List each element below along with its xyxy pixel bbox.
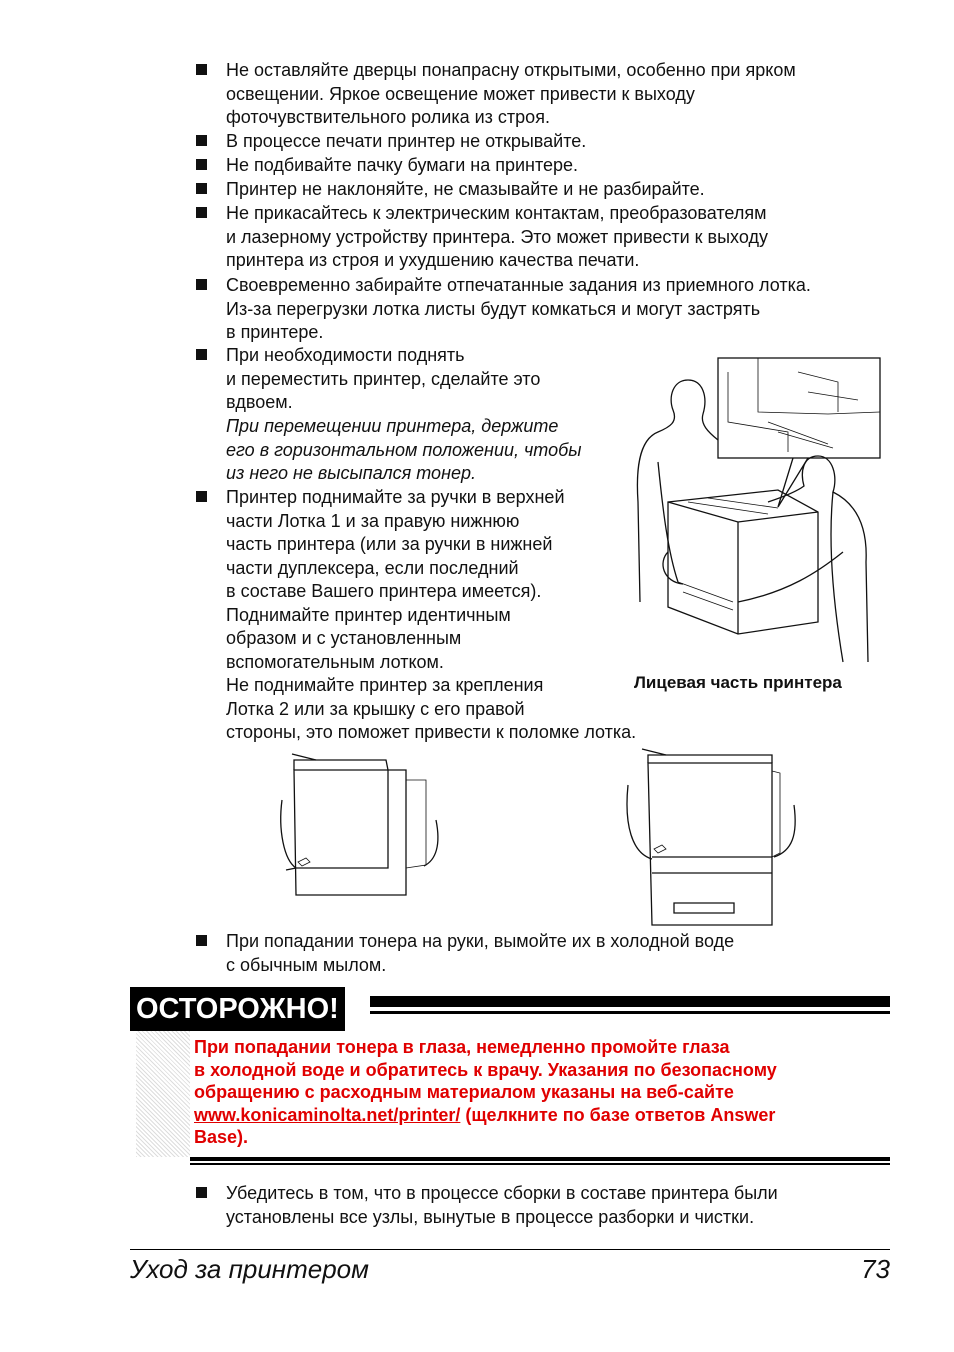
bullet-marker: [196, 135, 201, 140]
caution-text: При попадании тонера в глаза, немедленно промойте глаза в холодной воде и обратитесь к врачу. Указания по безопасному обращению с расходным материалом указаны на веб-сайте www.konicaminolta.net/printer/ (щелкните по базе ответов Answer Base).: [194, 1037, 777, 1148]
bullet-text: Принтер не наклоняйте, не смазывайте и не разбирайте.: [226, 179, 705, 199]
bullet-text: В процессе печати принтер не открывайте.: [226, 131, 587, 151]
bullet-marker: [196, 183, 201, 188]
bullet-marker: [196, 279, 201, 284]
bullet-marker: [196, 491, 201, 496]
bullet-text: Не подбивайте пачку бумаги на принтере.: [226, 155, 579, 175]
caution-end-rule: [190, 1163, 890, 1165]
caution-rule: [370, 1011, 890, 1014]
printer-side-view-right: [622, 745, 802, 930]
caution-rule: [370, 996, 890, 1007]
bullet-marker: [196, 64, 201, 69]
bullet-text: При попадании тонера на руки, вымойте их в холодной воде с обычным мылом.: [226, 931, 735, 975]
bullet-marker: [196, 1187, 201, 1192]
page-number: 73: [861, 1254, 890, 1284]
caution-end-rule: [190, 1157, 890, 1161]
bullet-marker: [196, 159, 201, 164]
bullet-text: Убедитесь в том, что в процессе сборки в составе принтера были установлены все узлы, вынутые в процессе разборки и чистки.: [226, 1183, 778, 1227]
bullet-marker: [196, 935, 201, 940]
bullet-marker: [196, 349, 201, 354]
bullet-text: Не оставляйте дверцы понапрасну открытыми, особенно при ярком освещении. Яркое освещение может привести к выходу фоточувствительного ролика из строя.: [226, 60, 796, 127]
bullet-marker: [196, 207, 201, 212]
footer-title: Уход за принтером: [130, 1254, 369, 1284]
figure-caption: Лицевая часть принтера: [634, 673, 842, 692]
footer-rule: [130, 1249, 890, 1250]
note-italic: При перемещении принтера, держите его в горизонтальном положении, чтобы из него не высыпался тонер.: [226, 416, 582, 483]
caution-shading: [136, 1031, 190, 1157]
bullet-text: Своевременно забирайте отпечатанные задания из приемного лотка. Из-за перегрузки лотка листы будут комкаться и могут застрять в принтере.: [226, 275, 811, 342]
carrying-printer-illustration: [628, 352, 890, 670]
bullet-text: При необходимости поднять и переместить принтер, сделайте это вдвоем.: [226, 345, 541, 412]
caution-title: ОСТОРОЖНО!: [130, 987, 345, 1031]
konicaminolta-link[interactable]: www.konicaminolta.net/printer/: [194, 1104, 461, 1125]
bullet-text: Принтер поднимайте за ручки в верхней части Лотка 1 и за правую нижнюю часть принтера (или за ручки в нижней части дуплексера, если последний в составе Вашего принтера имеется). Поднимайте принтер идентичным образом и с установленным вспомогательным лотком. Не поднимайте принтер за крепления Лотка 2 или за крышку с его правой стороны, это поможет привести к поломке лотка.: [226, 487, 637, 742]
printer-side-view-left: [276, 750, 446, 900]
bullet-text: Не прикасайтесь к электрическим контактам, преобразователям и лазерному устройству принтера. Это может привести к выходу принтера из строя и ухудшению качества печати.: [226, 203, 768, 270]
